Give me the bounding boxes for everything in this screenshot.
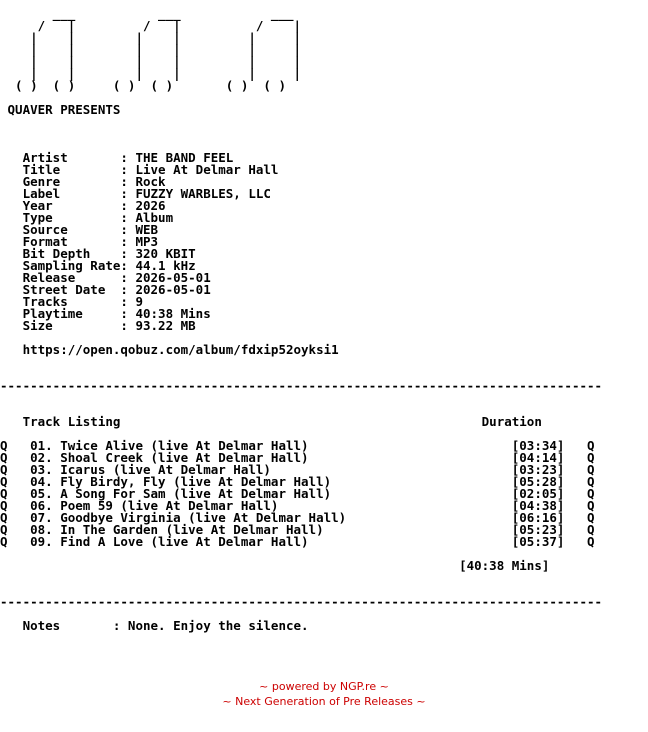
blank-line	[0, 572, 602, 584]
info-row-playtime: Playtime : 40:38 Mins	[0, 306, 211, 321]
info-row-tracks: Tracks : 9	[0, 294, 143, 309]
total-duration: [40:38 Mins]	[0, 558, 550, 573]
track-row: Q 03. Icarus (live At Delmar Hall) [03:23] Q	[0, 462, 595, 477]
presents-line: QUAVER PRESENTS	[0, 102, 121, 117]
separator-line: --------------------------------------------------------------------------------	[0, 594, 603, 609]
release-url: https://open.qobuz.com/album/fdxip52oyksi1	[0, 342, 339, 357]
logo-art-line: | | | | | |	[0, 42, 302, 57]
track-row: Q 09. Find A Love (live At Delmar Hall) [05:37] Q	[0, 534, 595, 549]
info-row-street-date: Street Date : 2026-05-01	[0, 282, 211, 297]
logo-art-line: ___ ___ ___	[0, 6, 294, 21]
info-row-label: Label : FUZZY WARBLES, LLC	[0, 186, 271, 201]
track-row: Q 08. In The Garden (live At Delmar Hall) [05:23] Q	[0, 522, 595, 537]
info-row-bit-depth: Bit Depth : 320 KBIT	[0, 246, 196, 261]
info-row-title: Title : Live At Delmar Hall	[0, 162, 279, 177]
blank-line	[0, 116, 602, 128]
ngp-tagline-text: ~ Next Generation of Pre Releases ~	[222, 695, 426, 708]
logo-art-line: | | | | | |	[0, 30, 302, 45]
track-row: Q 05. A Song For Sam (live At Delmar Hall) [02:05] Q	[0, 486, 595, 501]
blank-line	[0, 128, 602, 140]
info-row-year: Year : 2026	[0, 198, 166, 213]
notes-row: Notes : None. Enjoy the silence.	[0, 618, 309, 633]
blank-line	[0, 392, 602, 404]
logo-art-line: | | | | | |	[0, 66, 302, 81]
info-row-artist: Artist : THE BAND FEEL	[0, 150, 234, 165]
track-row: Q 01. Twice Alive (live At Delmar Hall) [03:34] Q	[0, 438, 595, 453]
info-row-release: Release : 2026-05-01	[0, 270, 211, 285]
track-row: Q 06. Poem 59 (live At Delmar Hall) [04:38] Q	[0, 498, 595, 513]
info-row-genre: Genre : Rock	[0, 174, 166, 189]
info-row-source: Source : WEB	[0, 222, 159, 237]
powered-by-text: ~ powered by NGP.re ~	[259, 680, 389, 693]
logo-art-line: | | | | | |	[0, 54, 302, 69]
logo-art-line: ( ) ( ) ( ) ( ) ( ) ( )	[0, 78, 286, 93]
info-row-type: Type : Album	[0, 210, 174, 225]
track-listing-header: Track Listing Duration	[0, 414, 542, 429]
info-row-size: Size : 93.22 MB	[0, 318, 196, 333]
track-row: Q 04. Fly Birdy, Fly (live At Delmar Hall) [05:28] Q	[0, 474, 595, 489]
nfo-text-block	[0, 8, 602, 632]
logo-art-line: / | / | / |	[0, 18, 302, 33]
blank-line	[0, 356, 602, 368]
info-row-format: Format : MP3	[0, 234, 159, 249]
track-row: Q 02. Shoal Creek (live At Delmar Hall) [04:14] Q	[0, 450, 595, 465]
separator-line: --------------------------------------------------------------------------------	[0, 378, 603, 393]
info-row-sampling-rate: Sampling Rate: 44.1 kHz	[0, 258, 196, 273]
track-row: Q 07. Goodbye Virginia (live At Delmar Hall) [06:16] Q	[0, 510, 595, 525]
